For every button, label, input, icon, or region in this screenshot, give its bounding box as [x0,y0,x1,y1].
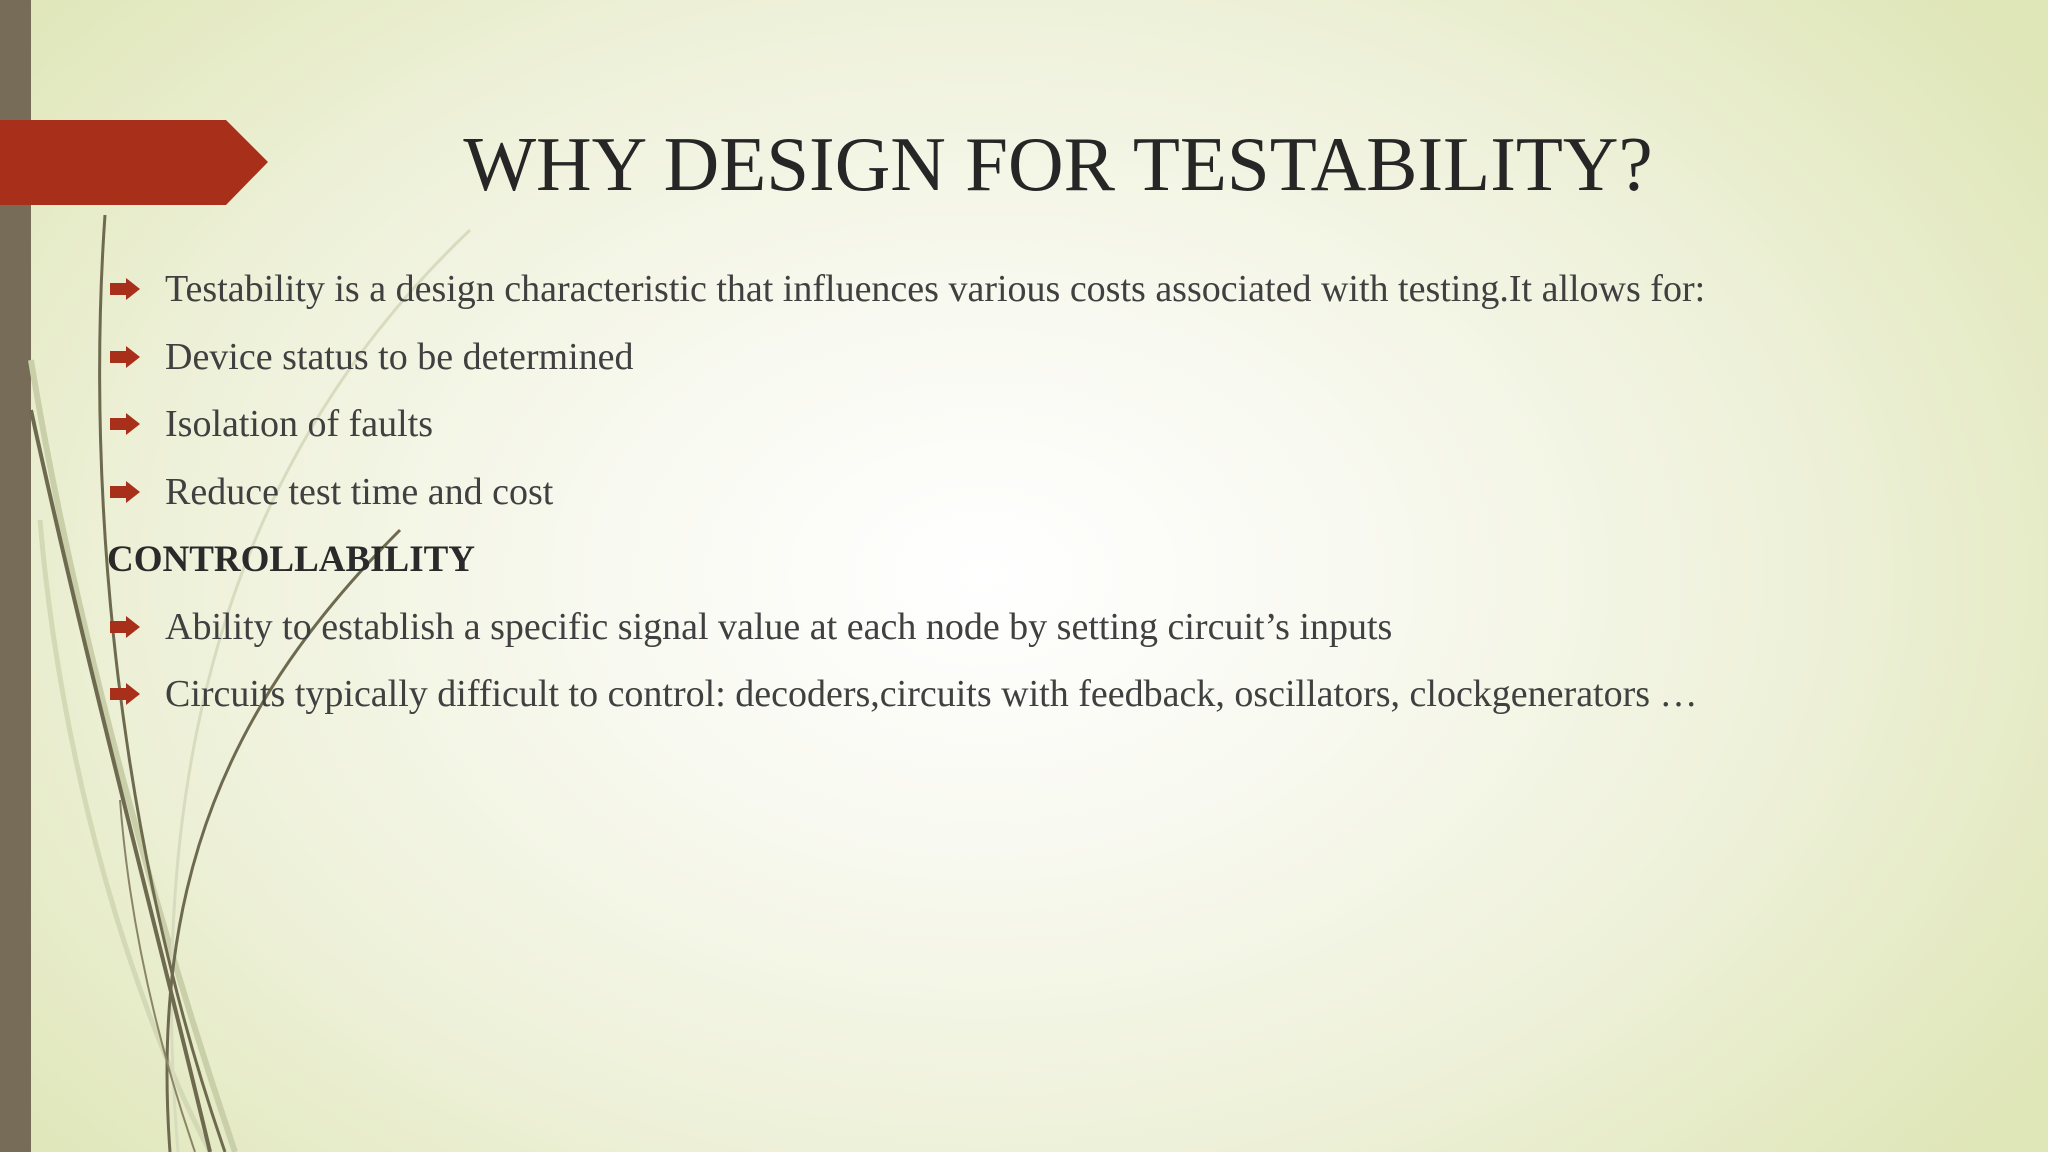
bullet-text: Ability to establish a specific signal value at each node by setting circuit’s inputs [165,605,1393,648]
slide-title: WHY DESIGN FOR TESTABILITY? [463,121,1653,207]
bullet-text: Device status to be determined [165,335,634,378]
arrow-bullet-icon [110,683,140,705]
bullet-item [107,661,1967,729]
bullet-item [107,459,1967,527]
slide-content [107,256,1967,729]
section-heading: CONTROLLABILITY [107,539,476,580]
bullet-text: Testability is a design characteristic that influences various costs associated with testing.It allows for: [165,268,1706,310]
bullet-text: Circuits typically difficult to control: decoders,circuits with feedback, oscillators, clockgenerators … [165,673,1698,715]
arrow-bullet-icon [110,413,140,435]
arrow-bullet-icon [110,616,140,638]
bullet-item [107,594,1967,662]
arrow-bullet-icon [110,481,140,503]
bullet-item [107,391,1967,459]
bullet-item [107,256,1967,324]
bullet-text: Reduce test time and cost [165,470,554,513]
bullet-item [107,324,1967,392]
arrow-bullet-icon [110,346,140,368]
bullet-text: Isolation of faults [165,403,434,445]
red-flag-arrow-icon [0,120,268,205]
arrow-bullet-icon [110,278,140,300]
